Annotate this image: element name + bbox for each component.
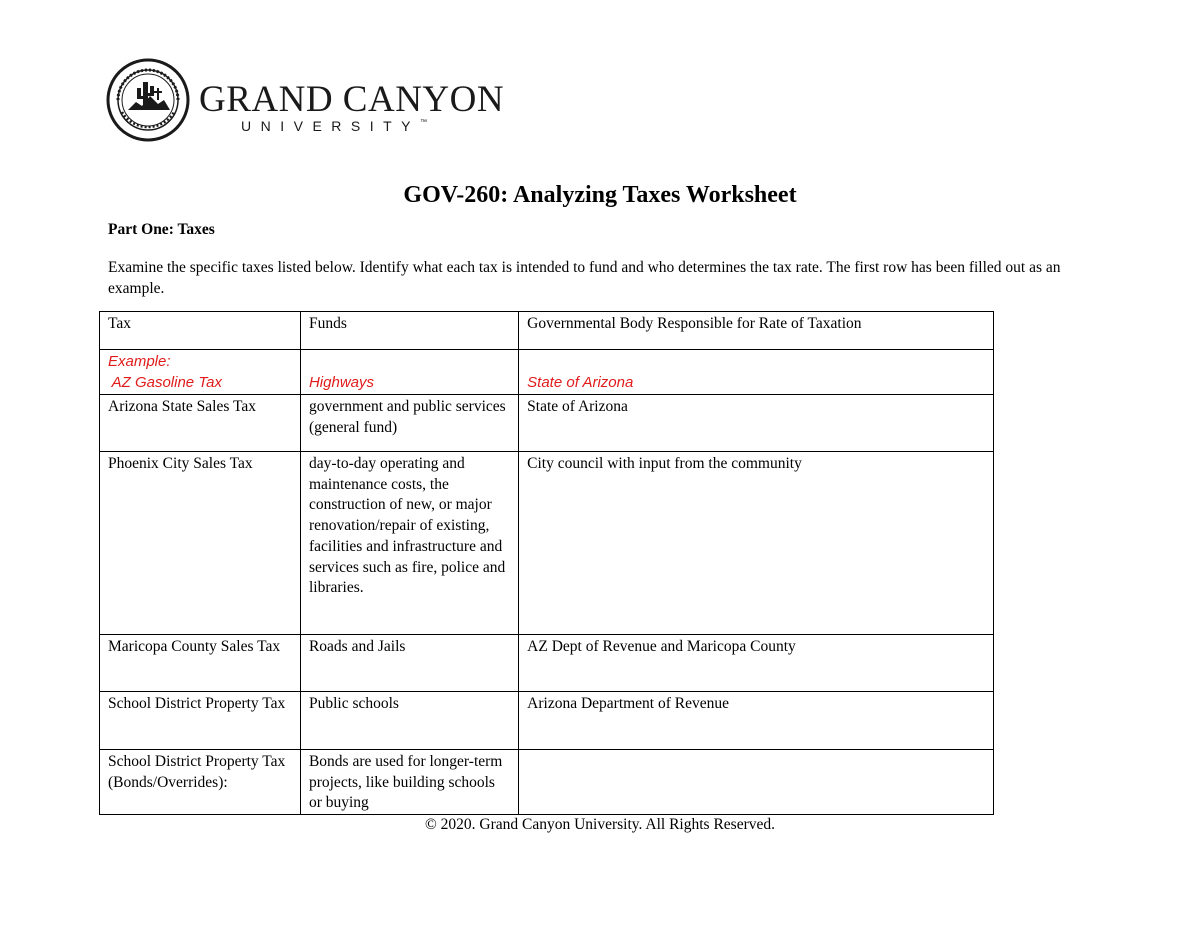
table-header-row [100,312,994,350]
copyright-footer: © 2020. Grand Canyon University. All Rights Reserved. [424,816,775,833]
funds-cell: Public schools [300,692,518,750]
table-row [100,452,994,635]
university-seal-icon [106,58,190,142]
funds-cell: Roads and Jails [300,635,518,692]
governmental-body-cell: AZ Dept of Revenue and Maricopa County [519,635,994,692]
taxes-table [99,311,994,815]
example-body-cell [519,350,994,395]
funds-cell: Bonds are used for longer-term projects, like building schools or buying [300,750,518,815]
logo-subtitle: UNIVERSITY™ [241,118,428,134]
page-title: GOV-260: Analyzing Taxes Worksheet [403,182,797,208]
tax-cell: School District Property Tax (Bonds/Overrides): [100,750,301,815]
governmental-body-cell: State of Arizona [519,395,994,452]
funds-cell: day-to-day operating and maintenance costs, the construction of new, or major renovation/repair of existing, facilities and infrastructure and services such as fire, police and libraries. [300,452,518,635]
tax-cell: Maricopa County Sales Tax [100,635,301,692]
header-funds: Funds [300,312,518,350]
tax-cell: Arizona State Sales Tax [100,395,301,452]
part-heading: Part One: Taxes [108,221,215,238]
table-row [100,395,994,452]
governmental-body-cell: City council with input from the community [519,452,994,635]
funds-cell: government and public services (general fund) [300,395,518,452]
governmental-body-cell [519,750,994,815]
example-body: State of Arizona [527,374,634,392]
example-tax-cell [100,350,301,395]
header-tax: Tax [100,312,301,350]
example-tax: AZ Gasoline Tax [108,373,222,391]
example-funds: Highways [308,374,374,392]
table-row [100,750,994,815]
logo-wordmark: GRAND CANYON [199,79,505,120]
table-row [100,692,994,750]
example-row [100,350,994,395]
example-funds-cell [300,350,518,395]
university-logo [106,58,505,144]
instructions-paragraph: Examine the specific taxes listed below. Identify what each tax is intended to fund and who determines the tax rate. The first row has been filled out as an example. [108,259,1061,297]
header-governmental-body: Governmental Body Responsible for Rate of Taxation [519,312,994,350]
governmental-body-cell: Arizona Department of Revenue [519,692,994,750]
tax-cell: Phoenix City Sales Tax [100,452,301,635]
table-row [100,635,994,692]
tax-cell: School District Property Tax [100,692,301,750]
example-label: Example: [108,353,171,370]
